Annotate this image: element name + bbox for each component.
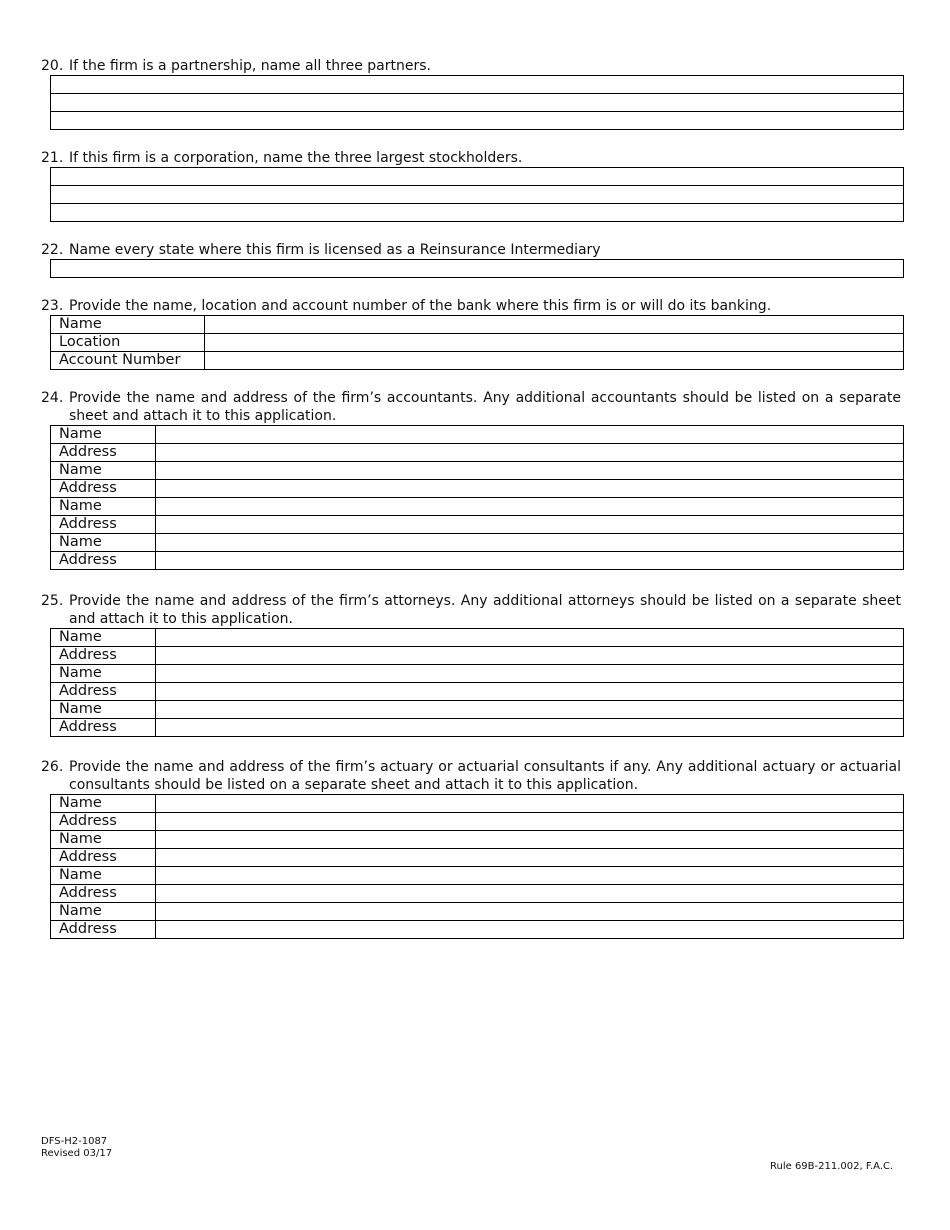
row-label: Name bbox=[51, 426, 156, 444]
table-row bbox=[51, 498, 904, 516]
table-row bbox=[51, 813, 904, 831]
table-row bbox=[51, 831, 904, 849]
question-text: If the firm is a partnership, name all three partners. bbox=[69, 58, 431, 74]
question-number: 26. bbox=[41, 759, 64, 775]
accountant-4-address-field[interactable] bbox=[156, 552, 904, 570]
row-label: Name bbox=[51, 316, 205, 334]
bank-table bbox=[50, 315, 904, 370]
question-text: Provide the name and address of the firm’s actuary or actuarial consultants if any. Any additional actuary or actuarial consultants should be listed on a separate sheet and attach it to this application. bbox=[69, 759, 901, 793]
question-number: 21. bbox=[41, 150, 64, 166]
row-label: Name bbox=[51, 903, 156, 921]
bank-account-number-field[interactable] bbox=[205, 352, 904, 370]
table-row bbox=[51, 352, 904, 370]
question-text: Name every state where this firm is licensed as a Reinsurance Intermediary bbox=[69, 242, 601, 258]
question-24 bbox=[41, 389, 901, 425]
row-label: Name bbox=[51, 534, 156, 552]
table-row bbox=[51, 94, 904, 112]
form-number: DFS-H2-1087 bbox=[41, 1136, 108, 1147]
row-label: Address bbox=[51, 885, 156, 903]
table-row bbox=[51, 334, 904, 352]
table-row bbox=[51, 186, 904, 204]
stockholders-table bbox=[50, 167, 904, 222]
row-label: Address bbox=[51, 444, 156, 462]
accountant-3-address-field[interactable] bbox=[156, 516, 904, 534]
row-label: Name bbox=[51, 831, 156, 849]
row-label: Address bbox=[51, 849, 156, 867]
row-label: Address bbox=[51, 813, 156, 831]
table-row bbox=[51, 426, 904, 444]
partners-table bbox=[50, 75, 904, 130]
licensed-states-table bbox=[50, 259, 904, 278]
question-26 bbox=[41, 758, 901, 794]
row-label: Address bbox=[51, 921, 156, 939]
question-25 bbox=[41, 592, 901, 628]
question-22 bbox=[41, 241, 901, 259]
table-row bbox=[51, 903, 904, 921]
row-label: Account Number bbox=[51, 352, 205, 370]
stockholder-3-field[interactable] bbox=[51, 204, 904, 222]
row-label: Name bbox=[51, 795, 156, 813]
row-label: Name bbox=[51, 462, 156, 480]
attorney-3-name-field[interactable] bbox=[156, 701, 904, 719]
table-row bbox=[51, 885, 904, 903]
actuary-3-name-field[interactable] bbox=[156, 867, 904, 885]
actuary-2-address-field[interactable] bbox=[156, 849, 904, 867]
accountant-3-name-field[interactable] bbox=[156, 498, 904, 516]
partner-2-field[interactable] bbox=[51, 94, 904, 112]
actuary-1-address-field[interactable] bbox=[156, 813, 904, 831]
actuary-1-name-field[interactable] bbox=[156, 795, 904, 813]
question-text: Provide the name and address of the firm’s accountants. Any additional accountants should be listed on a separate sheet and attach it to this application. bbox=[69, 390, 901, 424]
table-row bbox=[51, 516, 904, 534]
table-row bbox=[51, 629, 904, 647]
accountant-4-name-field[interactable] bbox=[156, 534, 904, 552]
question-text: Provide the name and address of the firm’s attorneys. Any additional attorneys should be listed on a separate sheet and attach it to this application. bbox=[69, 593, 901, 627]
attorney-2-address-field[interactable] bbox=[156, 683, 904, 701]
table-row bbox=[51, 683, 904, 701]
table-row bbox=[51, 701, 904, 719]
accountant-1-address-field[interactable] bbox=[156, 444, 904, 462]
rule-citation: Rule 69B-211.002, F.A.C. bbox=[770, 1161, 894, 1172]
actuary-2-name-field[interactable] bbox=[156, 831, 904, 849]
stockholder-2-field[interactable] bbox=[51, 186, 904, 204]
table-row bbox=[51, 867, 904, 885]
actuary-4-address-field[interactable] bbox=[156, 921, 904, 939]
accountants-table bbox=[50, 425, 904, 570]
partner-3-field[interactable] bbox=[51, 112, 904, 130]
question-21 bbox=[41, 149, 901, 167]
question-number: 24. bbox=[41, 390, 64, 406]
actuaries-table bbox=[50, 794, 904, 939]
row-label: Name bbox=[51, 701, 156, 719]
question-number: 22. bbox=[41, 242, 64, 258]
table-row bbox=[51, 316, 904, 334]
table-row bbox=[51, 480, 904, 498]
attorney-2-name-field[interactable] bbox=[156, 665, 904, 683]
attorney-1-name-field[interactable] bbox=[156, 629, 904, 647]
attorneys-table bbox=[50, 628, 904, 737]
table-row bbox=[51, 462, 904, 480]
row-label: Address bbox=[51, 480, 156, 498]
row-label: Address bbox=[51, 719, 156, 737]
row-label: Name bbox=[51, 665, 156, 683]
row-label: Location bbox=[51, 334, 205, 352]
row-label: Address bbox=[51, 552, 156, 570]
row-label: Name bbox=[51, 498, 156, 516]
question-20 bbox=[41, 57, 901, 75]
row-label: Address bbox=[51, 516, 156, 534]
table-row bbox=[51, 719, 904, 737]
question-text: Provide the name, location and account number of the bank where this firm is or will do its banking. bbox=[69, 298, 772, 314]
table-row bbox=[51, 112, 904, 130]
bank-name-field[interactable] bbox=[205, 316, 904, 334]
attorney-1-address-field[interactable] bbox=[156, 647, 904, 665]
accountant-2-address-field[interactable] bbox=[156, 480, 904, 498]
row-label: Address bbox=[51, 683, 156, 701]
licensed-states-field[interactable] bbox=[51, 260, 904, 278]
accountant-1-name-field[interactable] bbox=[156, 426, 904, 444]
row-label: Name bbox=[51, 629, 156, 647]
table-row bbox=[51, 444, 904, 462]
question-number: 20. bbox=[41, 58, 64, 74]
partner-1-field[interactable] bbox=[51, 76, 904, 94]
question-number: 23. bbox=[41, 298, 64, 314]
accountant-2-name-field[interactable] bbox=[156, 462, 904, 480]
table-row bbox=[51, 168, 904, 186]
question-text: If this firm is a corporation, name the three largest stockholders. bbox=[69, 150, 523, 166]
table-row bbox=[51, 552, 904, 570]
actuary-4-name-field[interactable] bbox=[156, 903, 904, 921]
form-id-block bbox=[41, 1136, 112, 1160]
table-row bbox=[51, 795, 904, 813]
table-row bbox=[51, 534, 904, 552]
table-row bbox=[51, 647, 904, 665]
actuary-3-address-field[interactable] bbox=[156, 885, 904, 903]
table-row bbox=[51, 260, 904, 278]
question-23 bbox=[41, 297, 901, 315]
table-row bbox=[51, 921, 904, 939]
row-label: Name bbox=[51, 867, 156, 885]
table-row bbox=[51, 665, 904, 683]
table-row bbox=[51, 204, 904, 222]
stockholder-1-field[interactable] bbox=[51, 168, 904, 186]
row-label: Address bbox=[51, 647, 156, 665]
attorney-3-address-field[interactable] bbox=[156, 719, 904, 737]
question-number: 25. bbox=[41, 593, 64, 609]
revision-date: Revised 03/17 bbox=[41, 1148, 113, 1159]
table-row bbox=[51, 76, 904, 94]
table-row bbox=[51, 849, 904, 867]
bank-location-field[interactable] bbox=[205, 334, 904, 352]
